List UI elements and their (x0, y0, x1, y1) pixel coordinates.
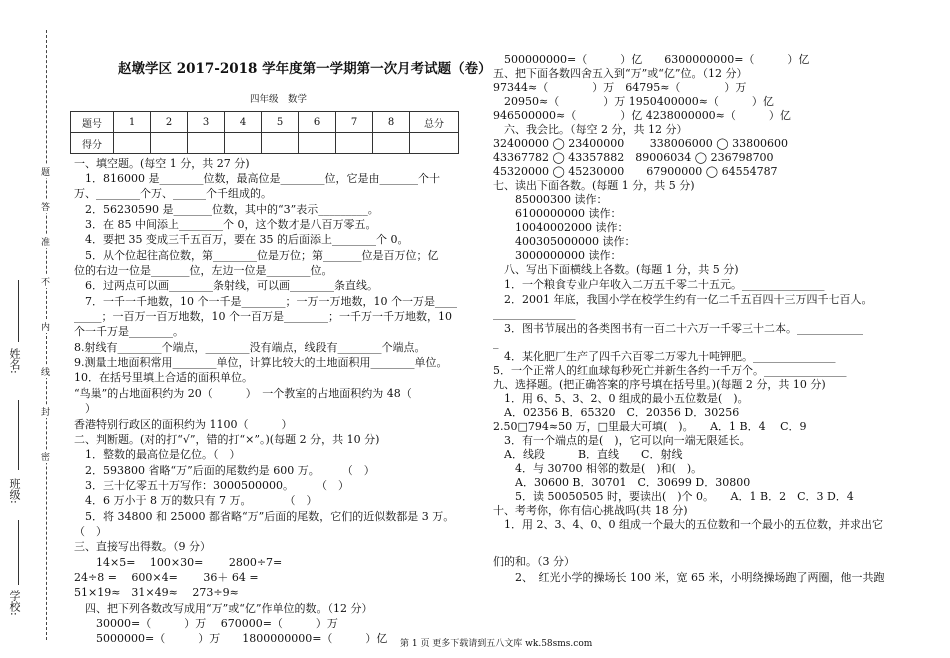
exam-subtitle: 四年级 数学 (250, 94, 308, 105)
class-label: 班级: (8, 478, 21, 504)
text-line: 4．某化肥厂生产了四千六百零二万零九十吨钾肥。_______________ (493, 350, 836, 363)
score-cell: 题号 (71, 112, 114, 133)
text-line: A．线段 B．直线 C．射线 (493, 448, 683, 461)
text-line: 4．要把 35 变成三千五百万，要在 35 的后面添上________个 0。 (74, 233, 409, 246)
class-blank (18, 400, 19, 470)
text-line: 个一千万是________。 (74, 325, 184, 338)
score-entry[interactable] (373, 133, 410, 154)
text-line: 3．图书节展出的各类图书有一百二十六万一千零三十二本。____________ (493, 322, 863, 335)
dash-char: 不 (41, 275, 50, 288)
school-label: 学校: (8, 590, 21, 616)
text-line: 6．过两点可以画________条射线，可以画________条直线。 (74, 279, 378, 292)
text-line: 20950≈（ ）万 1950400000≈（ ）亿 (493, 95, 774, 108)
score-cell: 总分 (410, 112, 459, 133)
score-entry[interactable] (410, 133, 459, 154)
score-table-score-row (71, 133, 459, 154)
text-line: 们的和。（3 分） (493, 555, 575, 568)
text-line: 一、填空题。(每空 1 分，共 27 分) (74, 157, 250, 170)
score-cell: 得分 (71, 133, 114, 154)
text-line: 946500000≈（ ）亿 4238000000≈（ ）亿 (493, 109, 791, 122)
text-line: 5．一个正常人的红血球每秒死亡并新生各约一千万个。_______________ (493, 364, 847, 377)
score-entry[interactable] (188, 133, 225, 154)
text-line: 8.射线有________个端点，________没有端点，线段有________个端点。 (74, 341, 426, 354)
text-line: “鸟巢”的占地面积约为 20（ ） 一个教室的占地面积约为 48（ (74, 387, 412, 400)
text-line: 四、把下列各数改写成用“万”或“亿”作单位的数。（12 分） (74, 602, 373, 615)
score-entry[interactable] (336, 133, 373, 154)
score-entry[interactable] (151, 133, 188, 154)
text-line: 7．一千一千地数，10 个一千是________；一万一万地数，10 个一万是____ (74, 295, 457, 308)
text-line: 1．用 2、3、4、0、0 组成一个最大的五位数和一个最小的五位数，并求出它 (493, 518, 883, 531)
score-table-header-row (71, 112, 459, 133)
text-line: 1．整数的最高位是亿位。（ ） (74, 448, 241, 461)
text-line: 二、判断题。(对的打“√”，错的打“×”。)(每题 2 分，共 10 分) (74, 433, 380, 446)
text-line: 九、选择题。(把正确答案的序号填在括号里。)(每题 2 分，共 10 分) (493, 378, 826, 391)
text-line: 2．56230590 是_______位数，其中的“3”表示_________。 (74, 203, 379, 216)
name-label: 姓名: (8, 348, 21, 374)
text-line: 32400000 ◯ 23400000 338006000 ◯ 33800600 (493, 137, 789, 150)
text-line: 3．有一个端点的是( )，它可以向一端无限延长。 (493, 434, 751, 447)
text-line: 10040002000 读作： (493, 221, 629, 234)
text-line: 1．用 6、5、3、2、0 组成的最小五位数是( )。 (493, 392, 749, 405)
text-line: 六、我会比。（每空 2 分，共 12 分） (493, 123, 688, 136)
dash-char: 准 (41, 235, 50, 248)
text-line: 400305000000 读作： (493, 235, 636, 248)
text-line: 香港特别行政区的面积约为 1100（ ） (74, 418, 293, 431)
score-entry[interactable] (225, 133, 262, 154)
score-cell: 5 (262, 112, 299, 133)
dash-char: 内 (41, 320, 50, 333)
text-line: 4．6 万小于 8 万的数只有 7 万。 （ ） (74, 494, 318, 507)
text-line: 3．在 85 中间添上________个 0，这个数才是八百万零五。 (74, 218, 377, 231)
text-line: A．02356 B．65320 C．20356 D．30256 (493, 406, 740, 419)
text-line: 14×5= 100×30= 2800÷7= (74, 556, 283, 569)
text-line: A．30600 B．30701 C．30699 D．30800 (493, 476, 751, 489)
text-line: 2．593800 省略“万”后面的尾数约是 600 万。 （ ） (74, 464, 375, 477)
score-cell: 7 (336, 112, 373, 133)
text-line: 6100000000 读作： (493, 207, 622, 220)
text-line: 七、读出下面各数。(每题 1 分，共 5 分) (493, 179, 695, 192)
text-line: 3000000000 读作： (493, 249, 622, 262)
text-line: 1．816000 是________位数，最高位是________位，它是由_______个十 (74, 172, 440, 185)
text-line: 位的右边一位是_______位，左边一位是________位。 (74, 264, 333, 277)
text-line: 45320000 ◯ 45230000 67900000 ◯ 64554787 (493, 165, 778, 178)
school-blank (18, 520, 19, 585)
text-line: 51×19≈ 31×49≈ 273÷9≈ (74, 586, 239, 599)
page-footer: 第 1 页 更多下载请到五八文库 wk.58sms.com (400, 639, 593, 649)
score-cell: 8 (373, 112, 410, 133)
text-line: 85000300 读作： (493, 193, 608, 206)
text-line: 10．在括号里填上合适的面积单位。 (74, 371, 253, 384)
text-line: （ ） (74, 525, 107, 538)
text-line: 3．三十亿零五十万写作：3000500000。 （ ） (74, 479, 349, 492)
text-line: 5．读 50050505 时，要读出( )个 0。 A．1 B．2 C．3 D．4 (493, 490, 854, 503)
text-line: 五、把下面各数四舍五入到“万”或“亿”位。（12 分） (493, 67, 748, 80)
text-line: 500000000=（ ）亿 6300000000=（ ）亿 (493, 53, 810, 66)
name-blank (18, 280, 19, 342)
exam-title: 赵墩学区 2017-2018 学年度第一学期第一次月考试题（卷） (118, 61, 492, 77)
dash-char: 线 (41, 365, 50, 378)
text-line: 万、________个万、______个千组成的。 (74, 187, 272, 200)
score-cell: 3 (188, 112, 225, 133)
dash-char: 答 (41, 200, 50, 213)
text-line: 97344≈（ ）万 64795≈（ ）万 (493, 81, 747, 94)
score-table (70, 111, 459, 154)
dash-char: 题 (41, 165, 50, 178)
text-line: 5．从个位起往高位数，第________位是万位；第_______位是百万位；亿 (74, 249, 439, 262)
text-line: 24÷8 = 600×4= 36＋ 64 = (74, 571, 259, 584)
text-line: _ (493, 336, 499, 349)
text-line: 5．将 34800 和 25000 都省略“万”后面的尾数，它们的近似数都是 3 万。 (74, 510, 455, 523)
text-line: 4．与 30700 相邻的数是( )和( )。 (493, 462, 703, 475)
text-line: 5000000=（ ）万 1800000000=（ ）亿 (74, 632, 388, 645)
text-line: 三、直接写出得数。（9 分） (74, 540, 211, 553)
text-line: 十、考考你，你有信心挑战吗(共 18 分) (493, 504, 688, 517)
binding-dashed-line (46, 30, 47, 640)
score-cell: 1 (114, 112, 151, 133)
text-line: 30000=（ ）万 670000=（ ）万 (74, 617, 338, 630)
text-line: 43367782 ◯ 43357882 89006034 ◯ 236798700 (493, 151, 774, 164)
text-line: _______________ (493, 307, 576, 320)
text-line: 2．2001 年底，我国小学在校学生约有一亿二千五百四十三万四千七百人。 (493, 293, 873, 306)
score-entry[interactable] (299, 133, 336, 154)
dash-char: 密 (41, 450, 50, 463)
score-cell: 2 (151, 112, 188, 133)
text-line: 2.50□794≈50 万，□里最大可填( )。 A．1 B．4 C．9 (493, 420, 807, 433)
text-line: 2、 红光小学的操场长 100 米，宽 65 米，小明绕操场跑了两圈，他一共跑 (493, 571, 885, 584)
score-cell: 6 (299, 112, 336, 133)
score-entry[interactable] (114, 133, 151, 154)
score-cell: 4 (225, 112, 262, 133)
text-line: _____；一百万一百万地数，10 个一百万是________；一千万一千万地数，10 (74, 310, 452, 323)
text-line: ） (74, 402, 96, 415)
score-entry[interactable] (262, 133, 299, 154)
dash-char: 封 (41, 405, 50, 418)
text-line: 八、写出下面横线上各数。(每题 1 分，共 5 分) (493, 263, 739, 276)
binding-margin (0, 0, 60, 658)
text-line: 9.测量土地面积常用________单位，计算比较大的土地面积用________单位。 (74, 356, 448, 369)
text-line: 1．一个粮食专业户年收入二万五千零二十五元。_______________ (493, 278, 825, 291)
